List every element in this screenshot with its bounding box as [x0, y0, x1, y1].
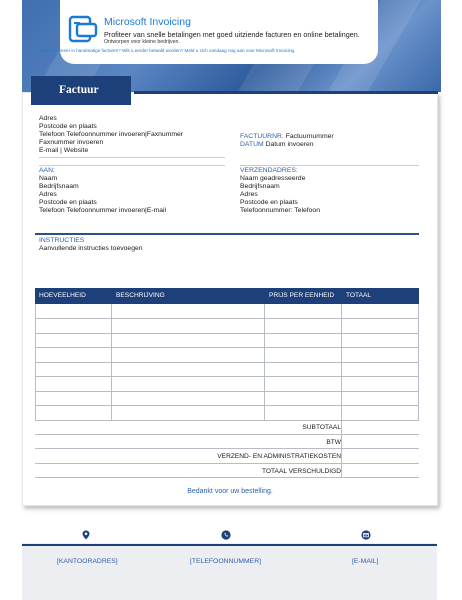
instructions-label: INSTRUCTIES: [39, 237, 85, 244]
table-row: [35, 391, 419, 392]
footer: [22, 543, 437, 600]
footer-phone[interactable]: [TELEFOONNUMMER]: [190, 558, 261, 565]
sender-email-website[interactable]: E-mail | Website: [39, 147, 89, 154]
table-row: [35, 362, 419, 363]
divider: [39, 157, 225, 158]
promo-text: Profiteer van snelle betalingen met goed uitziende facturen en online betalingen.: [104, 30, 360, 39]
subtotal-label: SUBTOTAAL: [302, 424, 341, 431]
phone-icon: [221, 530, 231, 540]
billing-phone-email[interactable]: Telefoon Telefoonnummer invoeren|E-mail: [39, 207, 167, 214]
invoice-number-label: FACTUURNR.: [240, 133, 284, 140]
title-rule: [134, 91, 438, 94]
shipping-name[interactable]: Naam geadresseerde: [240, 175, 306, 182]
instructions-rule: [35, 233, 419, 235]
instructions-text[interactable]: Aanvullende instructies toevoegen: [39, 245, 143, 252]
map-pin-icon: [81, 530, 91, 540]
invoice-number-value[interactable]: Factuurnummer: [285, 133, 334, 140]
table-row: [35, 318, 419, 319]
items-table-body[interactable]: [35, 304, 419, 420]
billing-name[interactable]: Naam: [39, 175, 58, 182]
subtotal-row[interactable]: [35, 420, 419, 435]
invoicing-logo-icon: [68, 14, 98, 44]
divider: [39, 165, 225, 166]
col-total: TOTAAL: [346, 292, 372, 299]
billing-company[interactable]: Bedrijfsnaam: [39, 183, 79, 190]
footer-email[interactable]: [E-MAIL]: [352, 558, 379, 565]
email-icon: [361, 530, 371, 540]
invoice-number: [240, 133, 334, 141]
billing-address[interactable]: Adres: [39, 191, 57, 198]
shipping-postcode[interactable]: Postcode en plaats: [240, 199, 298, 206]
promo-subtext: Ontworpen voor kleine bedrijven.: [104, 39, 180, 45]
total-due-row[interactable]: [35, 464, 419, 479]
col-description: BESCHRIJVING: [116, 292, 165, 299]
invoice-date-label: DATUM: [240, 141, 264, 148]
sender-fax[interactable]: Faxnummer invoeren: [39, 139, 104, 146]
total-due-label: TOTAAL VERSCHULDIGD: [261, 467, 341, 475]
col-unit-price: PRIJS PER EENHEID: [269, 292, 335, 299]
table-row: [35, 347, 419, 348]
shipping-handling-label: VERZEND- EN ADMINISTRATIEKOSTEN: [217, 453, 341, 460]
shipping-address[interactable]: Adres: [240, 191, 258, 198]
promo-title: Microsoft Invoicing: [104, 16, 191, 28]
table-row: [35, 405, 419, 406]
totals-block: [35, 420, 419, 478]
promo-link[interactable]: Geen zin meer in handmatige facturen? Wilt u eerder betaald worden? Meld u zich vandaag nog aan voor Microsoft Invoicing.: [40, 48, 296, 53]
shipping-company[interactable]: Bedrijfsnaam: [240, 183, 280, 190]
shipping-label: VERZENDADRES:: [240, 167, 298, 174]
divider: [240, 165, 419, 166]
billing-label: AAN:: [39, 167, 55, 174]
promo-card[interactable]: [60, 0, 378, 64]
invoice-date: [240, 141, 314, 149]
shipping-phone[interactable]: Telefoonnummer: Telefoon: [240, 207, 320, 214]
col-quantity: HOEVEELHEID: [39, 292, 86, 299]
sender-phone[interactable]: Telefoon Telefoonnummer invoeren|Faxnummer: [39, 131, 184, 138]
shipping-handling-row[interactable]: [35, 449, 419, 464]
footer-rule: [22, 544, 437, 546]
vat-row[interactable]: [35, 435, 419, 450]
invoice-title: Factuur: [31, 76, 131, 105]
invoice-date-value[interactable]: Datum invoeren: [265, 141, 314, 148]
billing-postcode[interactable]: Postcode en plaats: [39, 199, 97, 206]
thank-you-note: Bedankt voor uw bestelling.: [187, 488, 273, 495]
table-row: [35, 376, 419, 377]
vat-label: BTW: [326, 438, 341, 446]
items-table-header: [35, 288, 419, 304]
table-row: [35, 333, 419, 334]
footer-address[interactable]: [KANTOORADRES]: [57, 558, 118, 565]
sender-address[interactable]: Adres: [39, 115, 57, 122]
sender-postcode[interactable]: Postcode en plaats: [39, 123, 97, 130]
